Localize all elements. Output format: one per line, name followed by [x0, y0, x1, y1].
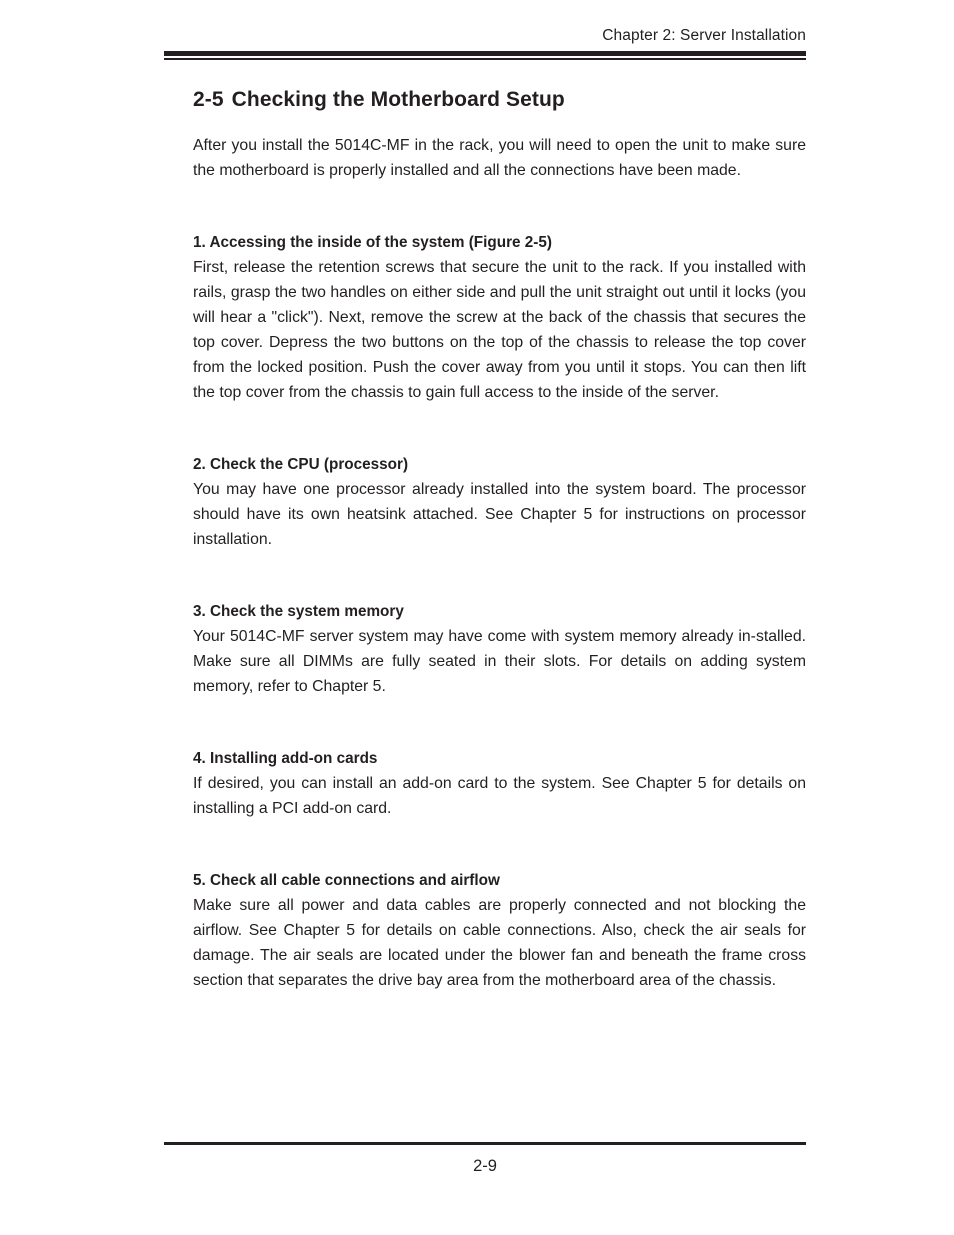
step-heading: 4. Installing add-on cards [193, 750, 378, 767]
step-body: Make sure all power and data cables are properly connected and not blocking the airflow. See Chapter 5 for details on cable connections. Also, check the air seals for damage. The air seals are located under the blower fan and beneath the frame cross section that separates the drive bay area from the motherboard area of the chassis. [193, 897, 806, 989]
section-title [193, 86, 806, 114]
footer-rule [164, 1142, 806, 1145]
step-accessing-inside [193, 230, 806, 405]
step-body: If desired, you can install an add-on card to the system. See Chapter 5 for details on installing a PCI add-on card. [193, 775, 806, 817]
page-content [193, 86, 806, 1040]
step-body: You may have one processor already installed into the system board. The processor should have its own heatsink attached. See Chapter 5 for instructions on processor installation. [193, 481, 806, 548]
step-heading: 5. Check all cable connections and airflow [193, 872, 500, 889]
step-body: Your 5014C-MF server system may have come with system memory already in-stalled. Make sure all DIMMs are fully seated in their slots. For details on adding system memory, refer to Chapter 5. [193, 628, 806, 695]
step-check-memory [193, 599, 806, 699]
step-cable-connections [193, 868, 806, 993]
running-header: Chapter 2: Server Installation [602, 27, 806, 44]
intro-paragraph: After you install the 5014C-MF in the rack, you will need to open the unit to make sure the motherboard is properly installed and all the connections have been made. [193, 137, 806, 179]
step-add-on-cards [193, 746, 806, 821]
step-body: First, release the retention screws that secure the unit to the rack. If you installed with rails, grasp the two handles on either side and pull the unit straight out until it locks (you will hear a "click"). Next, remove the screw at the back of the chassis that secures the top cover. Depress the two buttons on the top of the chassis to release the top cover from the locked position. Push the cover away from you until it stops. You can then lift the top cover from the chassis to gain full access to the inside of the server. [193, 259, 806, 401]
section-number: 2-5 [193, 88, 224, 111]
section-title-text: Checking the Motherboard Setup [231, 88, 565, 111]
step-heading: 1. Accessing the inside of the system (Figure 2-5) [193, 234, 553, 251]
header-rule-thick [164, 51, 806, 56]
step-heading: 3. Check the system memory [193, 603, 404, 620]
page-number: 2-9 [473, 1157, 497, 1175]
step-check-cpu [193, 452, 806, 552]
header-rule-thin [164, 58, 806, 60]
step-heading: 2. Check the CPU (processor) [193, 456, 409, 473]
